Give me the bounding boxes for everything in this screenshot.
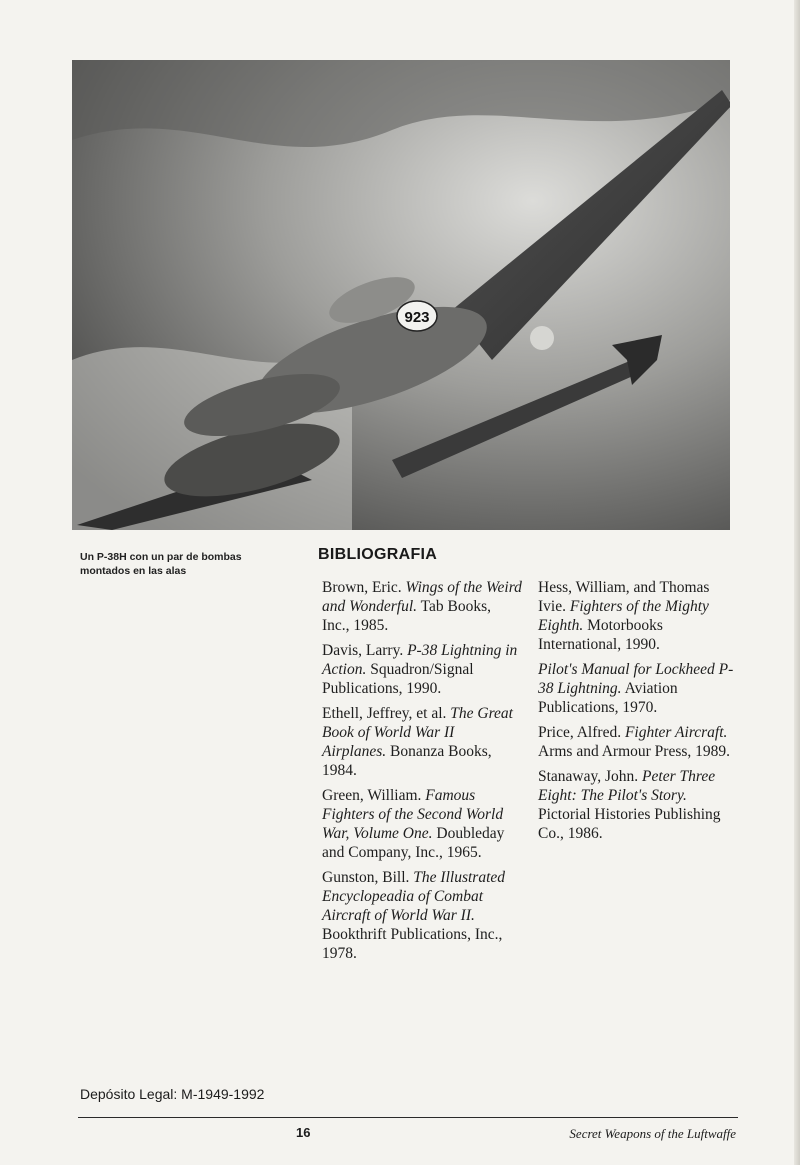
- bibliography-entry: [538, 660, 738, 717]
- bibliography-left-column: [322, 578, 522, 969]
- page-number: 16: [296, 1125, 311, 1140]
- entry-title: Wings of the Weird and Wonderful.: [322, 579, 522, 615]
- entry-publisher: Motorbooks International, 1990.: [538, 617, 663, 653]
- entry-author: Stanaway, John.: [538, 768, 639, 785]
- entry-publisher: Pictorial Histories Publishing Co., 1986.: [538, 806, 721, 842]
- entry-title: The Illustrated Encyclopeadia of Combat Aircraft of World War II.: [322, 869, 506, 924]
- p38-illustration: [72, 60, 730, 530]
- photo-caption: [80, 550, 280, 578]
- entry-author: Ethell, Jeffrey, et al.: [322, 705, 447, 722]
- entry-title: Famous Fighters of the Second World War, Volume One.: [322, 787, 504, 842]
- entry-title: Peter Three Eight: The Pilot's Story.: [538, 768, 716, 804]
- entry-publisher: Aviation Publications, 1970.: [538, 680, 678, 716]
- bibliography-entry: [322, 641, 522, 698]
- bibliography-entry: [538, 767, 738, 843]
- entry-publisher: Doubleday and Company, Inc., 1965.: [322, 825, 505, 861]
- entry-author: Hess, William, and Thomas Ivie.: [538, 579, 710, 615]
- bibliography-entry: [538, 723, 738, 761]
- aircraft-photo: [72, 60, 730, 530]
- entry-author: Green, William.: [322, 787, 422, 804]
- bibliography-entry: [322, 786, 522, 862]
- caption-line: Un P-38H con un par de bombas: [80, 551, 242, 563]
- entry-publisher: Bonanza Books, 1984.: [322, 743, 492, 779]
- bibliography-right-column: [538, 578, 738, 849]
- entry-publisher: Bookthrift Publications, Inc., 1978.: [322, 926, 503, 962]
- entry-author: Brown, Eric.: [322, 579, 402, 596]
- entry-publisher: Arms and Armour Press, 1989.: [538, 743, 731, 760]
- entry-title: Fighter Aircraft.: [624, 724, 728, 741]
- insignia: [530, 326, 554, 350]
- caption-line: montados en las alas: [80, 565, 187, 577]
- entry-author: Davis, Larry.: [322, 642, 404, 659]
- entry-author: Price, Alfred.: [538, 724, 622, 741]
- bibliography-entry: [322, 868, 522, 963]
- bibliography-entry: [322, 704, 522, 780]
- entry-publisher: Tab Books, Inc., 1985.: [322, 598, 492, 634]
- entry-author: Gunston, Bill.: [322, 869, 410, 886]
- entry-title: P-38 Lightning in Action.: [322, 642, 518, 678]
- entry-title: Pilot's Manual for Lockheed P-38 Lightning.: [538, 661, 734, 697]
- bibliography-entry: [538, 578, 738, 654]
- badge-number: 923: [404, 309, 430, 326]
- bibliography-title: BIBLIOGRAFIA: [318, 546, 438, 563]
- footer-rule: [78, 1117, 738, 1118]
- legal-deposit: Depósito Legal: M-1949-1992: [80, 1086, 265, 1102]
- entry-title: The Great Book of World War II Airplanes.: [322, 705, 513, 760]
- entry-publisher: Squadron/Signal Publications, 1990.: [322, 661, 474, 697]
- page-edge: [794, 0, 800, 1165]
- entry-title: Fighters of the Mighty Eighth.: [538, 598, 709, 634]
- bibliography-entry: [322, 578, 522, 635]
- running-title: Secret Weapons of the Luftwaffe: [569, 1126, 736, 1141]
